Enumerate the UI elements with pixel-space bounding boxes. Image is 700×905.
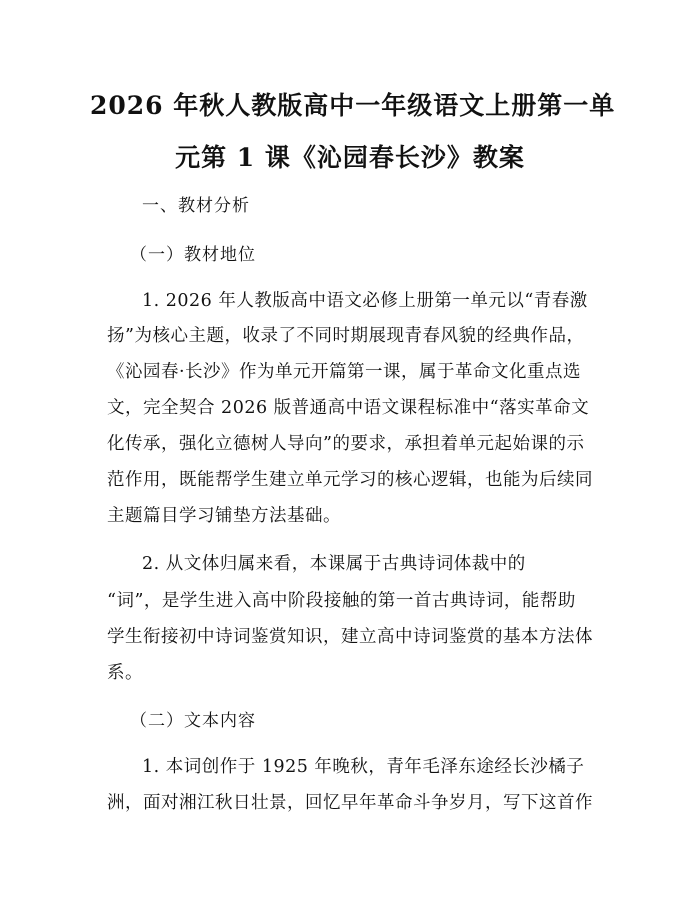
subsection-heading-textbook-status: （一）教材地位 [130, 245, 256, 265]
paragraph-1-line: 范作用，既能帮学生建立单元学习的核心逻辑，也能为后续同 [107, 470, 593, 490]
paragraph-1-line: 扬”为核心主题，收录了不同时期展现青春风貌的经典作品， [107, 326, 585, 346]
paragraph-1-line: 化传承，强化立德树人导向”的要求，承担着单元起始课的示 [107, 434, 585, 454]
paragraph-2-line: “词”，是学生进入高中阶段接触的第一首古典诗词，能帮助 [107, 591, 576, 611]
paragraph-1-line: 主题篇目学习铺垫方法基础。 [107, 506, 341, 526]
paragraph-1-line: 《沁园春·长沙》作为单元开篇第一课，属于革命文化重点选 [107, 362, 582, 382]
paragraph-2-line: 学生衔接初中诗词鉴赏知识，建立高中诗词鉴赏的基本方法体 [107, 627, 593, 647]
document-title-line-1: 2026 年秋人教版高中一年级语文上册第一单 [90, 91, 616, 120]
paragraph-2-line: 系。 [107, 663, 143, 683]
section-heading-textbook-analysis: 一、教材分析 [142, 196, 250, 216]
paragraph-1-line: 文，完全契合 2026 版普通高中语文课程标准中“落实革命文 [107, 398, 590, 418]
paragraph-3-line: 洲，面对湘江秋日壮景，回忆早年革命斗争岁月，写下这首作 [107, 793, 593, 813]
paragraph-1-line: 1. 2026 年人教版高中语文必修上册第一单元以“青春激 [142, 291, 588, 311]
paragraph-2-line: 2. 从文体归属来看，本课属于古典诗词体裁中的 [142, 554, 526, 574]
document-title-line-2: 元第 1 课《沁园春长沙》教案 [175, 143, 525, 172]
subsection-heading-text-content: （二）文本内容 [130, 711, 256, 731]
paragraph-3-line: 1. 本词创作于 1925 年晚秋，青年毛泽东途经长沙橘子 [142, 757, 585, 777]
